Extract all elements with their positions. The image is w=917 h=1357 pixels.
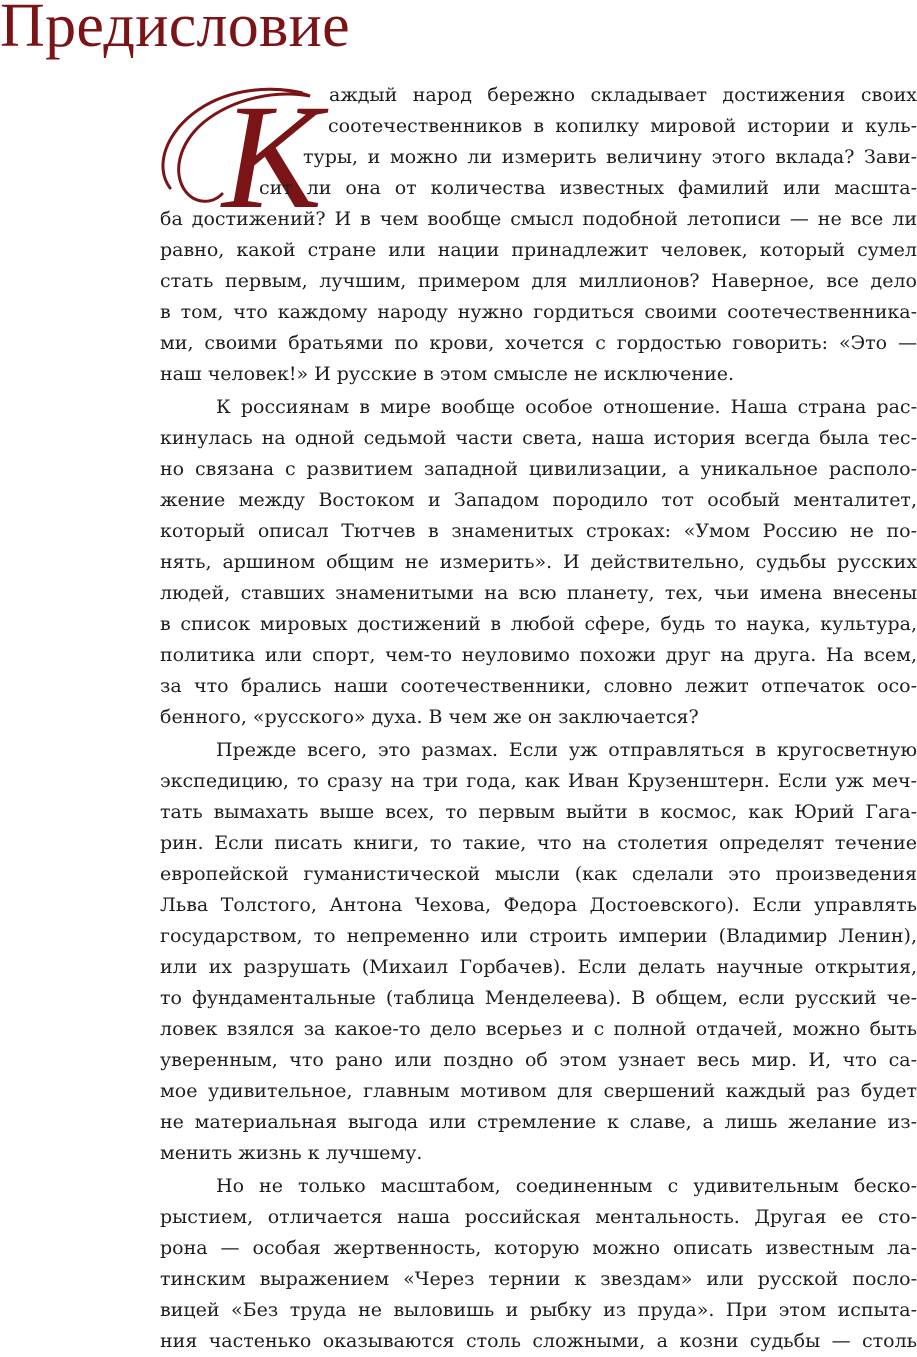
text-line: сит ли она от количества известных фамилий или масшта-	[259, 177, 917, 199]
body-text	[160, 74, 917, 1357]
text-line: людей, ставших знаменитыми на всю планету, тех, чьи имена внесены	[160, 582, 917, 604]
text-line: не материальная выгода или стремление к славе, а лишь желание из-	[160, 1111, 917, 1133]
text-line: в список мировых достижений в любой сфере, будь то наука, культура,	[160, 613, 917, 635]
text-line: экспедицию, то сразу на три года, как Иван Крузенштерн. Если уж меч-	[160, 770, 917, 792]
text-line: Но не только масштабом, соединенным с удивительным беско-	[216, 1175, 917, 1197]
text-line: за что брались наши соотечественники, словно лежит отпечаток осо-	[160, 675, 917, 697]
text-line: ми, своими братьями по крови, хочется с гордостью говорить: «Это —	[160, 332, 917, 354]
text-line: который описал Тютчев в знаменитых строках: «Умом Россию не по-	[160, 520, 917, 542]
text-line: бенного, «русского» духа. В чем же он заключается?	[160, 706, 699, 728]
text-line: рона — особая жертвенность, которую можно описать известным ла-	[160, 1237, 917, 1259]
text-line: тать вымахать выше всех, то первым выйти в космос, как Юрий Гага-	[160, 801, 917, 823]
text-line: равно, какой стране или нации принадлежит человек, который сумел	[160, 239, 917, 261]
text-line: государством, то непременно или строить империи (Владимир Ленин),	[160, 925, 917, 947]
text-line: Прежде всего, это размах. Если уж отправляться в кругосветную	[216, 739, 917, 761]
text-line: уверенным, что рано или поздно об этом узнает весь мир. И, что са-	[160, 1049, 917, 1071]
text-line: но связана с развитием западной цивилизации, а уникальное располо-	[160, 458, 917, 480]
text-line: стать первым, лучшим, примером для миллионов? Наверное, все дело	[160, 270, 917, 292]
text-line: рыстием, отличается наша российская ментальность. Другая ее сто-	[160, 1206, 917, 1228]
text-line: или их разрушать (Михаил Горбачев). Если делать научные открытия,	[160, 956, 917, 978]
text-line: нять, аршином общим не измерить». И действительно, судьбы русских	[160, 551, 917, 573]
text-line: аждый народ бережно складывает достижения своих	[329, 84, 917, 106]
text-line: мое удивительное, главным мотивом для свершений каждый раз будет	[160, 1080, 917, 1102]
text-line: ба достижений? И в чем вообще смысл подобной летописи — не все ли	[160, 208, 917, 230]
text-line: жение между Востоком и Западом породило тот особый менталитет,	[160, 489, 917, 511]
text-line: К россиянам в мире вообще особое отношение. Наша страна рас-	[216, 396, 917, 418]
text-line: менить жизнь к лучшему.	[160, 1142, 423, 1164]
drop-cap-letter: К	[222, 74, 322, 240]
text-line: рин. Если писать книги, то такие, что на столетия определят течение	[160, 832, 917, 854]
text-line: Льва Толстого, Антона Чехова, Федора Достоевского). Если управлять	[160, 894, 917, 916]
text-line: политика или спорт, чем-то неуловимо похожи друг на друга. На всем,	[160, 644, 917, 666]
page-title: Предисловие	[0, 0, 350, 60]
text-line: ния частенько оказываются столь сложными, а козни судьбы — столь	[160, 1330, 917, 1352]
text-line: вицей «Без труда не выловишь и рыбку из пруда». При этом испыта-	[160, 1299, 917, 1321]
text-line: соотечественников в копилку мировой истории и куль-	[328, 115, 917, 137]
text-line: то фундаментальные (таблица Менделеева). В общем, если русский че-	[160, 987, 917, 1009]
text-line: туры, и можно ли измерить величину этого вклада? Зави-	[303, 146, 917, 168]
text-line: ловек взялся за какое-то дело всерьез и с полной отдачей, можно быть	[160, 1018, 917, 1040]
text-line: кинулась на одной седьмой части света, наша история всегда была тес-	[160, 427, 917, 449]
text-line: в том, что каждому народу нужно гордиться своими соотечественника-	[160, 301, 917, 323]
text-line: европейской гуманистической мысли (как сделали это произведения	[160, 863, 917, 885]
text-line: тинским выражением «Через тернии к звездам» или русской посло-	[160, 1268, 917, 1290]
text-line: наш человек!» И русские в этом смысле не исключение.	[160, 363, 735, 385]
